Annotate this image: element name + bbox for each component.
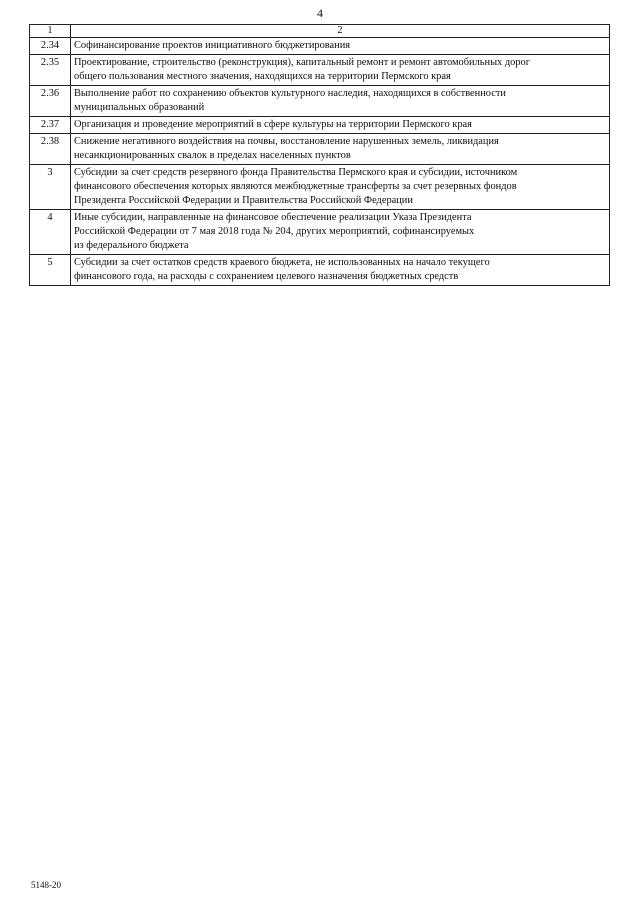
row-number: 2.37	[30, 117, 71, 134]
row-description-line: финансового обеспечения которых являются межбюджетные трансферты за счет резервных фондов	[74, 181, 517, 192]
budget-items-table	[29, 24, 610, 286]
table-row	[30, 255, 610, 286]
table-row	[30, 117, 610, 134]
row-number: 2.35	[30, 55, 71, 86]
row-number: 3	[30, 165, 71, 210]
row-description-line: общего пользования местного значения, находящихся на территории Пермского края	[74, 71, 451, 82]
column-header-description: 2	[71, 25, 610, 38]
row-description	[71, 210, 610, 255]
row-description-line: Субсидии за счет средств резервного фонда Правительства Пермского края и субсидии, источником	[74, 167, 518, 178]
row-description-line: Выполнение работ по сохранению объектов культурного наследия, находящихся в собственности	[74, 88, 506, 99]
table-row	[30, 86, 610, 117]
row-description	[71, 134, 610, 165]
row-description-line: из федерального бюджета	[74, 240, 189, 251]
row-description	[71, 38, 610, 55]
row-description	[71, 165, 610, 210]
row-number: 4	[30, 210, 71, 255]
row-description-line: Российской Федерации от 7 мая 2018 года № 204, других мероприятий, софинансируемых	[74, 226, 475, 237]
row-description-line: несанкционированных свалок в пределах населенных пунктов	[74, 150, 351, 161]
row-description	[71, 86, 610, 117]
row-description-line: Организация и проведение мероприятий в сфере культуры на территории Пермского края	[74, 119, 472, 130]
table-row	[30, 165, 610, 210]
row-description-line: муниципальных образований	[74, 102, 205, 113]
page-number: 4	[317, 6, 323, 20]
row-number: 2.36	[30, 86, 71, 117]
row-description-line: финансового года, на расходы с сохранением целевого назначения бюджетных средств	[74, 271, 459, 282]
row-description	[71, 117, 610, 134]
table-row	[30, 38, 610, 55]
row-description-line: Президента Российской Федерации и Правительства Российской Федерации	[74, 195, 413, 206]
table-row	[30, 210, 610, 255]
row-description	[71, 55, 610, 86]
row-number: 2.34	[30, 38, 71, 55]
row-number: 2.38	[30, 134, 71, 165]
table-row	[30, 55, 610, 86]
table-row	[30, 134, 610, 165]
table-header-row	[30, 25, 610, 38]
row-number: 5	[30, 255, 71, 286]
column-header-number: 1	[30, 25, 71, 38]
row-description-line: Софинансирование проектов инициативного бюджетирования	[74, 40, 351, 51]
row-description	[71, 255, 610, 286]
document-footer-code: 5148-20	[31, 880, 61, 890]
row-description-line: Иные субсидии, направленные на финансовое обеспечение реализации Указа Президента	[74, 212, 472, 223]
row-description-line: Снижение негативного воздействия на почвы, восстановление нарушенных земель, ликвидация	[74, 136, 499, 147]
row-description-line: Субсидии за счет остатков средств краевого бюджета, не использованных на начало текущего	[74, 257, 490, 268]
row-description-line: Проектирование, строительство (реконструкция), капитальный ремонт и ремонт автомобильных дорог	[74, 57, 530, 68]
